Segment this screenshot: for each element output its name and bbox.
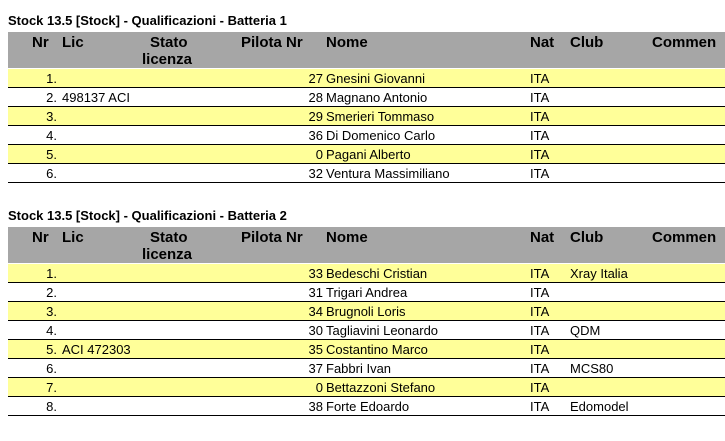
cell-nr: 4. [46, 323, 57, 338]
table-row [8, 264, 725, 283]
col-nat: Nat [530, 34, 555, 51]
table-header [8, 227, 725, 263]
cell-nat: ITA [530, 304, 550, 319]
cell-nome: Magnano Antonio [326, 90, 428, 105]
table-row [8, 145, 725, 164]
cell-nome: Bedeschi Cristian [326, 266, 428, 281]
cell-nat: ITA [530, 361, 550, 376]
cell-nat: ITA [530, 147, 550, 162]
cell-pilota-nr: 31 [308, 285, 323, 300]
col-licenza: licenza [142, 51, 193, 68]
col-club: Club [570, 229, 604, 246]
cell-nat: ITA [530, 109, 550, 124]
cell-nome: Fabbri Ivan [326, 361, 392, 376]
cell-pilota-nr: 36 [308, 128, 323, 143]
col-commenti: Commen [652, 229, 717, 246]
table-row [8, 69, 725, 88]
cell-nr: 6. [46, 166, 57, 181]
section-title: Stock 13.5 [Stock] - Qualificazioni - Batteria 2 [8, 208, 287, 223]
cell-nr: 1. [46, 71, 57, 86]
cell-nome: Trigari Andrea [326, 285, 408, 300]
cell-lic: 498137 ACI [62, 90, 130, 105]
cell-nat: ITA [530, 90, 550, 105]
table-row [8, 107, 725, 126]
cell-nome: Bettazzoni Stefano [326, 380, 436, 395]
col-nr: Nr [32, 34, 49, 51]
cell-nat: ITA [530, 342, 550, 357]
cell-club: Edomodel [570, 399, 629, 414]
col-pilota-nr: Pilota Nr [241, 229, 303, 246]
cell-pilota-nr: 32 [308, 166, 323, 181]
table-row [8, 302, 725, 321]
cell-pilota-nr: 29 [308, 109, 323, 124]
cell-pilota-nr: 0 [315, 147, 323, 162]
cell-pilota-nr: 37 [308, 361, 323, 376]
col-nat: Nat [530, 229, 555, 246]
table-row [8, 88, 725, 107]
col-licenza: licenza [142, 246, 193, 263]
section-title: Stock 13.5 [Stock] - Qualificazioni - Batteria 1 [8, 13, 287, 28]
cell-lic: ACI 472303 [62, 342, 131, 357]
cell-nome: Gnesini Giovanni [326, 71, 425, 86]
cell-nome: Pagani Alberto [326, 147, 411, 162]
col-pilota-nr: Pilota Nr [241, 34, 303, 51]
cell-pilota-nr: 34 [308, 304, 323, 319]
table-row [8, 164, 725, 183]
cell-nr: 1. [46, 266, 57, 281]
cell-nr: 5. [46, 147, 57, 162]
cell-nr: 2. [46, 90, 57, 105]
col-lic: Lic [62, 229, 84, 246]
table-row [8, 126, 725, 145]
col-club: Club [570, 34, 604, 51]
cell-pilota-nr: 28 [308, 90, 323, 105]
table-row [8, 321, 725, 340]
cell-nat: ITA [530, 399, 550, 414]
table-row [8, 283, 725, 302]
col-nr: Nr [32, 229, 49, 246]
cell-nome: Tagliavini Leonardo [326, 323, 439, 338]
cell-pilota-nr: 27 [308, 71, 323, 86]
cell-nr: 8. [46, 399, 57, 414]
cell-pilota-nr: 33 [308, 266, 323, 281]
cell-nome: Forte Edoardo [326, 399, 410, 414]
cell-nome: Brugnoli Loris [326, 304, 406, 319]
col-commenti: Commen [652, 34, 717, 51]
table-row [8, 359, 725, 378]
cell-nr: 3. [46, 109, 57, 124]
cell-nr: 2. [46, 285, 57, 300]
cell-pilota-nr: 38 [308, 399, 323, 414]
cell-nr: 6. [46, 361, 57, 376]
cell-nr: 5. [46, 342, 57, 357]
cell-pilota-nr: 30 [308, 323, 323, 338]
table-row [8, 340, 725, 359]
col-nome: Nome [326, 229, 368, 246]
cell-club: QDM [570, 323, 601, 338]
col-stato: Stato [150, 34, 188, 51]
cell-nr: 3. [46, 304, 57, 319]
cell-nat: ITA [530, 166, 550, 181]
col-lic: Lic [62, 34, 84, 51]
cell-nome: Ventura Massimiliano [326, 166, 450, 181]
table-row [8, 397, 725, 416]
cell-nome: Smerieri Tommaso [326, 109, 435, 124]
cell-nr: 4. [46, 128, 57, 143]
cell-nat: ITA [530, 71, 550, 86]
cell-nome: Di Domenico Carlo [326, 128, 436, 143]
cell-pilota-nr: 35 [308, 342, 323, 357]
cell-club: Xray Italia [570, 266, 628, 281]
cell-nat: ITA [530, 323, 550, 338]
cell-nat: ITA [530, 128, 550, 143]
col-nome: Nome [326, 34, 368, 51]
cell-pilota-nr: 0 [315, 380, 323, 395]
table-row [8, 378, 725, 397]
cell-nat: ITA [530, 285, 550, 300]
cell-nat: ITA [530, 266, 550, 281]
cell-nome: Costantino Marco [326, 342, 428, 357]
cell-nr: 7. [46, 380, 57, 395]
cell-nat: ITA [530, 380, 550, 395]
cell-club: MCS80 [570, 361, 614, 376]
table-header [8, 32, 725, 68]
col-stato: Stato [150, 229, 188, 246]
